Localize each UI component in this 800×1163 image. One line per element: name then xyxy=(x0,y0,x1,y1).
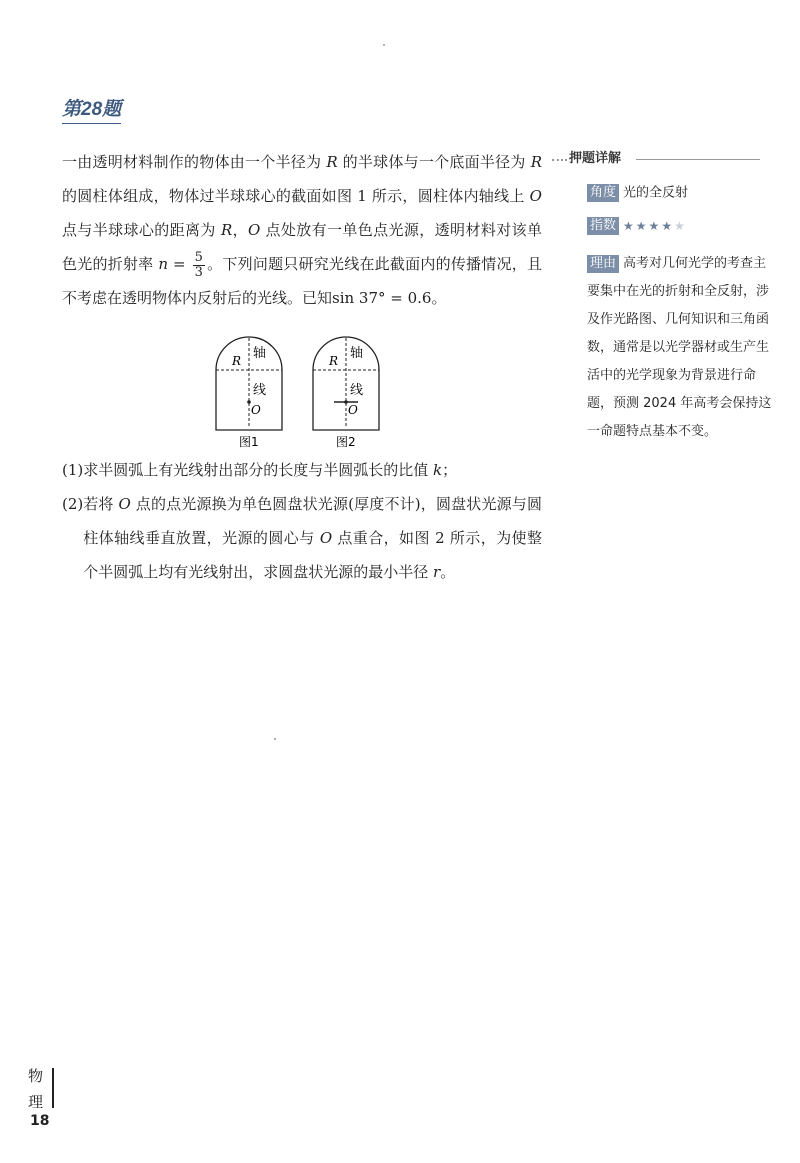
figure-2-caption: 图2 xyxy=(336,435,356,449)
figure-2-label-R: R xyxy=(329,354,339,368)
figure-2-label-line: 线 xyxy=(350,383,364,398)
equals-sign: = xyxy=(168,255,191,273)
reason-block xyxy=(587,250,773,446)
stem-text: ， xyxy=(232,221,249,239)
sub-question-body xyxy=(83,453,542,487)
sub-question-number: (1) xyxy=(62,461,84,479)
sub-question-text: 点的点光源换为单色圆盘状光源(厚度不计)，圆盘状光源与圆柱体轴线垂直放置，光源的圆心与 xyxy=(83,495,542,547)
sub-question-body xyxy=(83,487,542,589)
star-filled-icon: ★ xyxy=(661,219,675,233)
var-O: O xyxy=(248,221,261,239)
sub-questions xyxy=(62,453,542,589)
sub-question-2 xyxy=(62,487,542,589)
stem-text: 一由透明材料制作的物体由一个半径为 xyxy=(62,153,322,171)
question-title: 第28题 xyxy=(62,98,121,124)
star-filled-icon: ★ xyxy=(623,219,636,233)
stem-text: 。下列问题只研究光线在此截面内的传播情况，且不考虑在透明物体内反射后的光线。已知sin 37° = 0.6。 xyxy=(62,255,542,307)
sub-question-text: 求半圆弧上有光线射出部分的长度与半圆弧长的比值 xyxy=(83,461,429,479)
var-R: R xyxy=(530,153,542,171)
footer-subject xyxy=(28,1063,43,1115)
fraction-denominator: 3 xyxy=(194,264,203,280)
var-O: O xyxy=(118,495,131,513)
stem-text: 点处放有一单色点光源，透明材料对该单色光的折射率 xyxy=(62,221,542,273)
star-filled-icon: ★ xyxy=(635,219,649,233)
figures xyxy=(206,332,406,454)
fraction-numerator: 5 xyxy=(194,249,203,265)
index-tag: 指数 xyxy=(587,217,619,235)
sub-question-text: 。 xyxy=(440,563,456,581)
fraction-5-3 xyxy=(193,251,205,280)
var-r: r xyxy=(433,563,441,581)
footer-bar xyxy=(52,1068,54,1108)
angle-text: 光的全反射 xyxy=(623,185,689,201)
figure-1-label-R: R xyxy=(232,354,242,368)
reason-tag: 理由 xyxy=(587,255,619,273)
sub-question-number: (2) xyxy=(62,495,84,513)
figure-2 xyxy=(313,337,379,449)
star-empty-icon: ★ xyxy=(674,219,687,233)
star-rating xyxy=(623,219,687,233)
figure-1-label-O: O xyxy=(251,403,261,417)
sub-question-1 xyxy=(62,453,542,487)
sidebar-title: 押题详解 xyxy=(569,151,622,166)
figure-1-label-line: 线 xyxy=(253,383,267,398)
stem-text: 的半球体与一个底面半径为 xyxy=(342,153,526,171)
question-stem xyxy=(62,145,542,315)
figure-2-label-O: O xyxy=(348,403,358,417)
figure-1-caption: 图1 xyxy=(239,435,259,449)
reason-text: 高考对几何光学的考查主要集中在光的折射和全反射，涉及作光路图、几何知识和三角函数，通常是以光学器材或生产生活中的光学现象为背景进行命题，预测 2024 年高考会保持这一命题特点基本不变。 xyxy=(587,256,772,439)
index-row xyxy=(587,217,687,236)
var-O: O xyxy=(529,187,542,205)
star-filled-icon: ★ xyxy=(648,219,662,233)
var-n: n xyxy=(158,255,169,273)
footer-subject-char-2: 理 xyxy=(28,1093,44,1111)
stem-text: 的圆柱体组成，物体过半球球心的截面如图 1 所示，圆柱体内轴线上 xyxy=(62,187,525,205)
scan-speck xyxy=(383,44,385,46)
var-k: k xyxy=(433,461,443,479)
stem-text: 点与半球球心的距离为 xyxy=(62,221,216,239)
angle-tag: 角度 xyxy=(587,184,619,202)
var-R: R xyxy=(220,221,233,239)
var-O: O xyxy=(319,529,333,547)
stem-paragraph xyxy=(62,145,542,315)
figure-1 xyxy=(216,337,282,449)
footer-subject-char-1: 物 xyxy=(28,1067,44,1085)
figures-svg xyxy=(206,332,406,450)
header-rule xyxy=(636,159,760,160)
figure-2-label-axis: 轴 xyxy=(350,346,364,361)
sub-question-text: ； xyxy=(442,461,458,479)
sidebar-header xyxy=(552,149,760,169)
sub-question-text: 点重合，如图 2 所示，为使整个半圆弧上均有光线射出，求圆盘状光源的最小半径 xyxy=(83,529,542,581)
angle-row xyxy=(587,184,688,203)
sub-question-text: 若将 xyxy=(83,495,114,513)
header-dotted-rule xyxy=(552,159,567,161)
scan-speck xyxy=(274,738,276,740)
page-number: 18 xyxy=(30,1113,50,1129)
figure-1-label-axis: 轴 xyxy=(253,346,267,361)
var-R: R xyxy=(326,153,338,171)
